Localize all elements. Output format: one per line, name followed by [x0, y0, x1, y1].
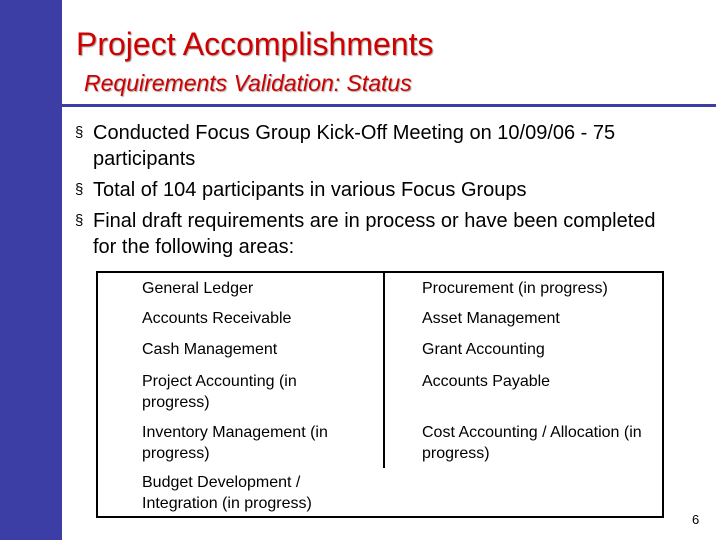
- page-number: 6: [692, 512, 700, 527]
- empty-cell-mask: [383, 468, 385, 516]
- bullet-text: Total of 104 participants in various Focus Groups: [93, 179, 527, 201]
- left-accent-bar: [0, 0, 62, 540]
- bullet-marker-icon: §: [75, 181, 84, 198]
- area-cell: Procurement (in progress): [422, 280, 608, 297]
- area-cell: Asset Management: [422, 310, 560, 327]
- area-cell: Budget Development / Integration (in progress): [142, 474, 312, 512]
- bullet-marker-icon: §: [75, 124, 84, 141]
- area-cell: Accounts Payable: [422, 373, 551, 390]
- bullet-item: [75, 120, 675, 172]
- area-cell: Grant Accounting: [422, 341, 545, 358]
- area-cell: Cost Accounting / Allocation (in progress): [422, 424, 642, 462]
- title-divider: [62, 104, 716, 107]
- bullet-text: Final draft requirements are in process or have been completed for the following areas:: [93, 210, 656, 258]
- slide-subtitle: Requirements Validation: Status: [84, 70, 412, 96]
- area-cell: Project Accounting (in progress): [142, 373, 297, 411]
- area-cell: Inventory Management (in progress): [142, 424, 328, 462]
- bullet-item: [75, 208, 675, 260]
- area-cell: Accounts Receivable: [142, 310, 292, 327]
- bullet-item: [75, 177, 675, 203]
- area-cell: Cash Management: [142, 341, 278, 358]
- bullet-text: Conducted Focus Group Kick-Off Meeting on 10/09/06 - 75 participants: [93, 122, 616, 170]
- area-cell: General Ledger: [142, 280, 254, 297]
- bullet-list: [75, 120, 675, 265]
- bullet-marker-icon: §: [75, 212, 84, 229]
- slide-title: Project Accomplishments: [76, 26, 434, 62]
